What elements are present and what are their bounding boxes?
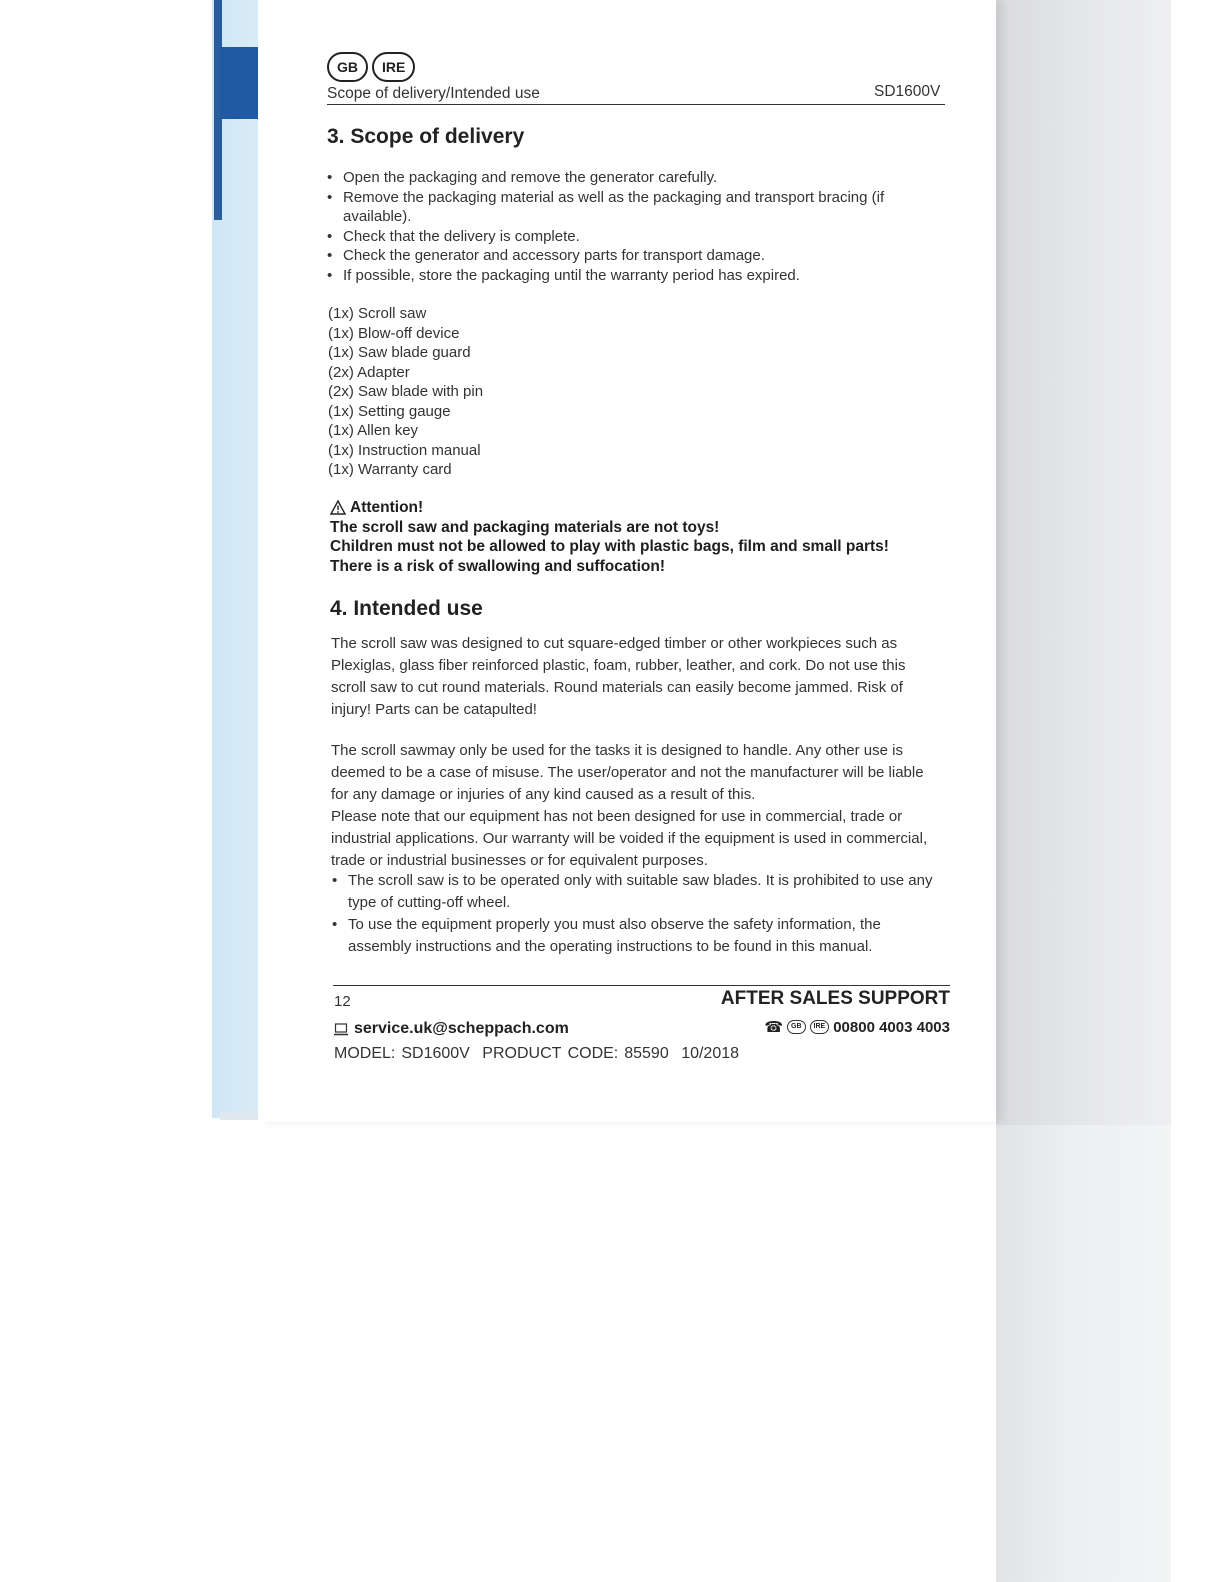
list-item: (1x) Instruction manual — [328, 441, 481, 459]
print-date: 10/2018 — [681, 1045, 740, 1062]
footer-divider — [333, 985, 950, 986]
phone-badge-ire: IRE — [810, 1020, 830, 1034]
support-title: AFTER SALES SUPPORT — [720, 988, 950, 1009]
misuse-text: The scroll sawmay only be used for the tasks it is designed to handle. Any other use is deemed to be a case of misuse. The user/operator and not the manufacturer will be liable for any damage or injuries of any kind caused as a result of this. — [331, 742, 924, 803]
list-item: • Open the packaging and remove the generator carefully. — [327, 168, 937, 188]
header-model: SD1600V — [874, 83, 941, 100]
header-section-path: Scope of delivery/Intended use — [327, 85, 540, 102]
attention-line: Children must not be allowed to play with plastic bags, film and small parts! — [330, 538, 889, 555]
intended-use-paragraph: The scroll saw was designed to cut square-edged timber or other workpieces such as Plexiglas, glass fiber reinforced plastic, foam, rubber, leather, and cork. Do not use this scroll saw to cut round materials. Round materials can easily become jammed. Risk of injury! Parts can be catapulted! — [331, 635, 906, 718]
list-item: (1x) Scroll saw — [328, 305, 427, 322]
product-code-value: 85590 — [624, 1045, 669, 1062]
list-item: (2x) Saw blade with pin — [328, 383, 484, 400]
model-label: MODEL: — [334, 1045, 396, 1062]
header-divider — [327, 104, 945, 105]
country-badge-gb: GB — [327, 52, 368, 82]
phone-badge-gb: GB — [787, 1020, 806, 1034]
support-phone — [740, 1018, 950, 1036]
scan-margin — [1171, 0, 1219, 1582]
delivery-items-list — [328, 304, 483, 480]
support-email — [334, 1020, 569, 1038]
list-item: (2x) Adapter — [328, 363, 410, 381]
telephone-icon: ☎ — [764, 1019, 784, 1036]
attention-line: There is a risk of swallowing and suffocation! — [330, 557, 666, 575]
commercial-use-text: Please note that our equipment has not been designed for use in commercial, trade or industrial applications. Our warranty will be voided if the equipment is used in commercial, trade or industrial businesses or for equivalent purposes. — [331, 808, 928, 869]
section-4-title: 4. Intended use — [330, 597, 483, 620]
phone-number[interactable]: 00800 4003 4003 — [833, 1018, 950, 1036]
scan-shadow — [996, 0, 1171, 1125]
attention-line: The scroll saw and packaging materials are not toys! — [330, 518, 720, 536]
page-number: 12 — [334, 993, 351, 1010]
list-item: • The scroll saw is to be operated only with suitable saw blades. It is prohibited to use any type of cutting-off wheel. — [331, 870, 943, 914]
list-item: • Remove the packaging material as well as the packaging and transport bracing (if available). — [327, 188, 937, 227]
list-item: • Check the generator and accessory parts for transport damage. — [327, 246, 937, 266]
attention-box — [330, 498, 889, 576]
section-3-title: 3. Scope of delivery — [327, 125, 525, 148]
list-item: (1x) Setting gauge — [328, 402, 451, 420]
scan-background — [996, 1125, 1171, 1582]
warning-triangle-icon — [330, 500, 346, 515]
email-address[interactable]: service.uk@scheppach.com — [354, 1020, 569, 1037]
list-item: (1x) Saw blade guard — [328, 344, 471, 361]
model-value: SD1600V — [401, 1045, 470, 1062]
list-item: • If possible, store the packaging until the warranty period has expired. — [327, 266, 937, 286]
list-item: • Check that the delivery is complete. — [327, 227, 937, 247]
country-badges — [327, 52, 415, 82]
misuse-paragraph — [331, 740, 943, 872]
list-item: • To use the equipment properly you must also observe the safety information, the assembly instructions and the operating instructions to be found in this manual. — [331, 914, 943, 958]
list-item: (1x) Allen key — [328, 422, 419, 439]
computer-icon — [334, 1023, 348, 1036]
spine-tab — [220, 47, 258, 119]
list-item: (1x) Blow-off device — [328, 324, 460, 342]
usage-rules-list — [331, 870, 943, 958]
product-code-label: PRODUCT CODE: — [482, 1045, 619, 1062]
list-item: (1x) Warranty card — [328, 461, 452, 478]
model-line — [334, 1045, 745, 1063]
attention-title: Attention! — [350, 499, 424, 516]
delivery-steps-list — [327, 168, 937, 285]
country-badge-ire: IRE — [372, 52, 415, 82]
